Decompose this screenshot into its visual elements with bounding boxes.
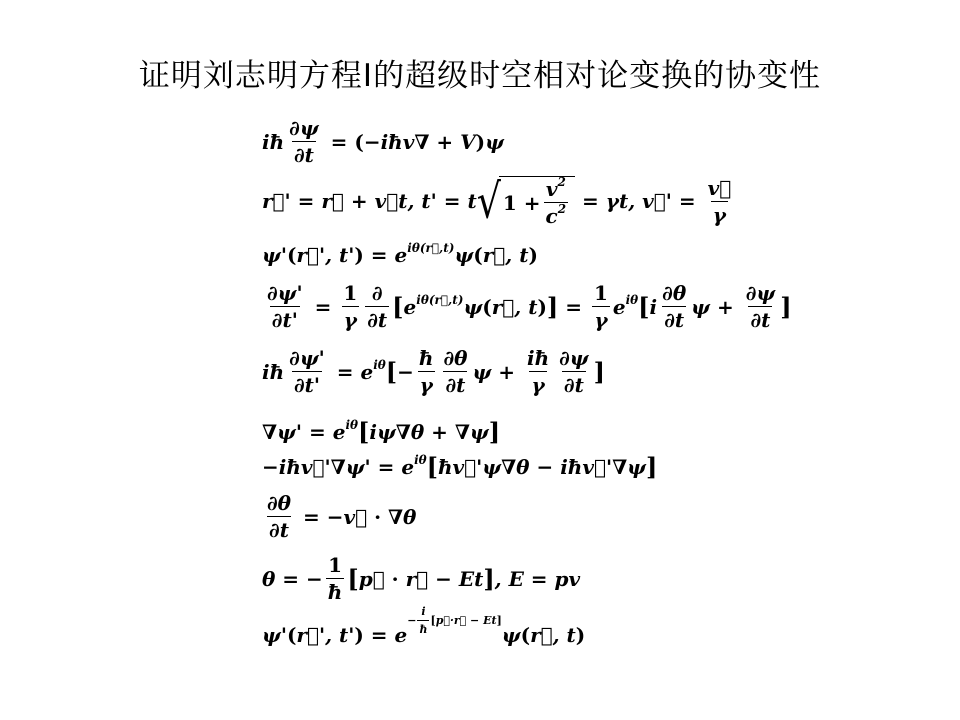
equation-8: $\frac{\partial\theta}{\partial t}$ = − v⃗ · ∇θ [267,491,417,542]
equation-10: ψ' ( r⃗', t' ) = e − $\frac{i}{ħ}$ [ p⃗·r⃗ − Et ] ψ ( r⃗, t ) [262,605,586,647]
slide-title: 证明刘志明方程I的超级时空相对论变换的协变性 [138,58,822,94]
equation-9: θ = − $\frac{1}{ħ}$ [ p⃗ · r⃗ − Et ] , E = pv [262,553,581,604]
equation-4: $\frac{\partial\psi'}{\partial t'}$ = $\frac{1}{\gamma}$ $\frac{\partial}{\partial t}$ [ $e^{i\theta(r⃗,t)}$ ψ ( r⃗, t ) ] = $\frac{1}{\gamma}$ $e^{i\theta}$ [ i $\frac{\partial\theta}{\partial t}$ ψ + $\frac{\partial\psi}{\partial t}$ ] [267,281,792,332]
equation-7: −iħv⃗'∇ψ' = $e^{i\theta}$ [ ħv⃗'ψ∇θ − iħv⃗'∇ψ ] [262,452,658,481]
equation-3: ψ' ( r⃗', t' ) = $e^{i\theta(r⃗,t)}$ ψ ( r⃗, t ) [262,241,538,267]
equation-2: r⃗' = r⃗ + v⃗t, t' = t √ 1 + $\frac{v^2}{c^2}$ = γt, v⃗' = $\frac{v⃗}{\gamma}$ [262,173,732,229]
equation-5: iħ $\frac{\partial\psi'}{\partial t'}$ = $e^{i\theta}$ [ − $\frac{ħ}{\gamma}$ $\frac{\partial\theta}{\partial t}$ ψ + $\frac{iħ}{\gamma}$ $\frac{\partial\psi}{\partial t}$ ] [262,346,605,397]
equation-1: iħ $\frac{\partial\psi}{\partial t}$ = ( −iħv∇ + V ) ψ [262,116,504,167]
equation-6: ∇ψ' = $e^{i\theta}$ [ iψ∇θ + ∇ψ ] [262,417,501,446]
